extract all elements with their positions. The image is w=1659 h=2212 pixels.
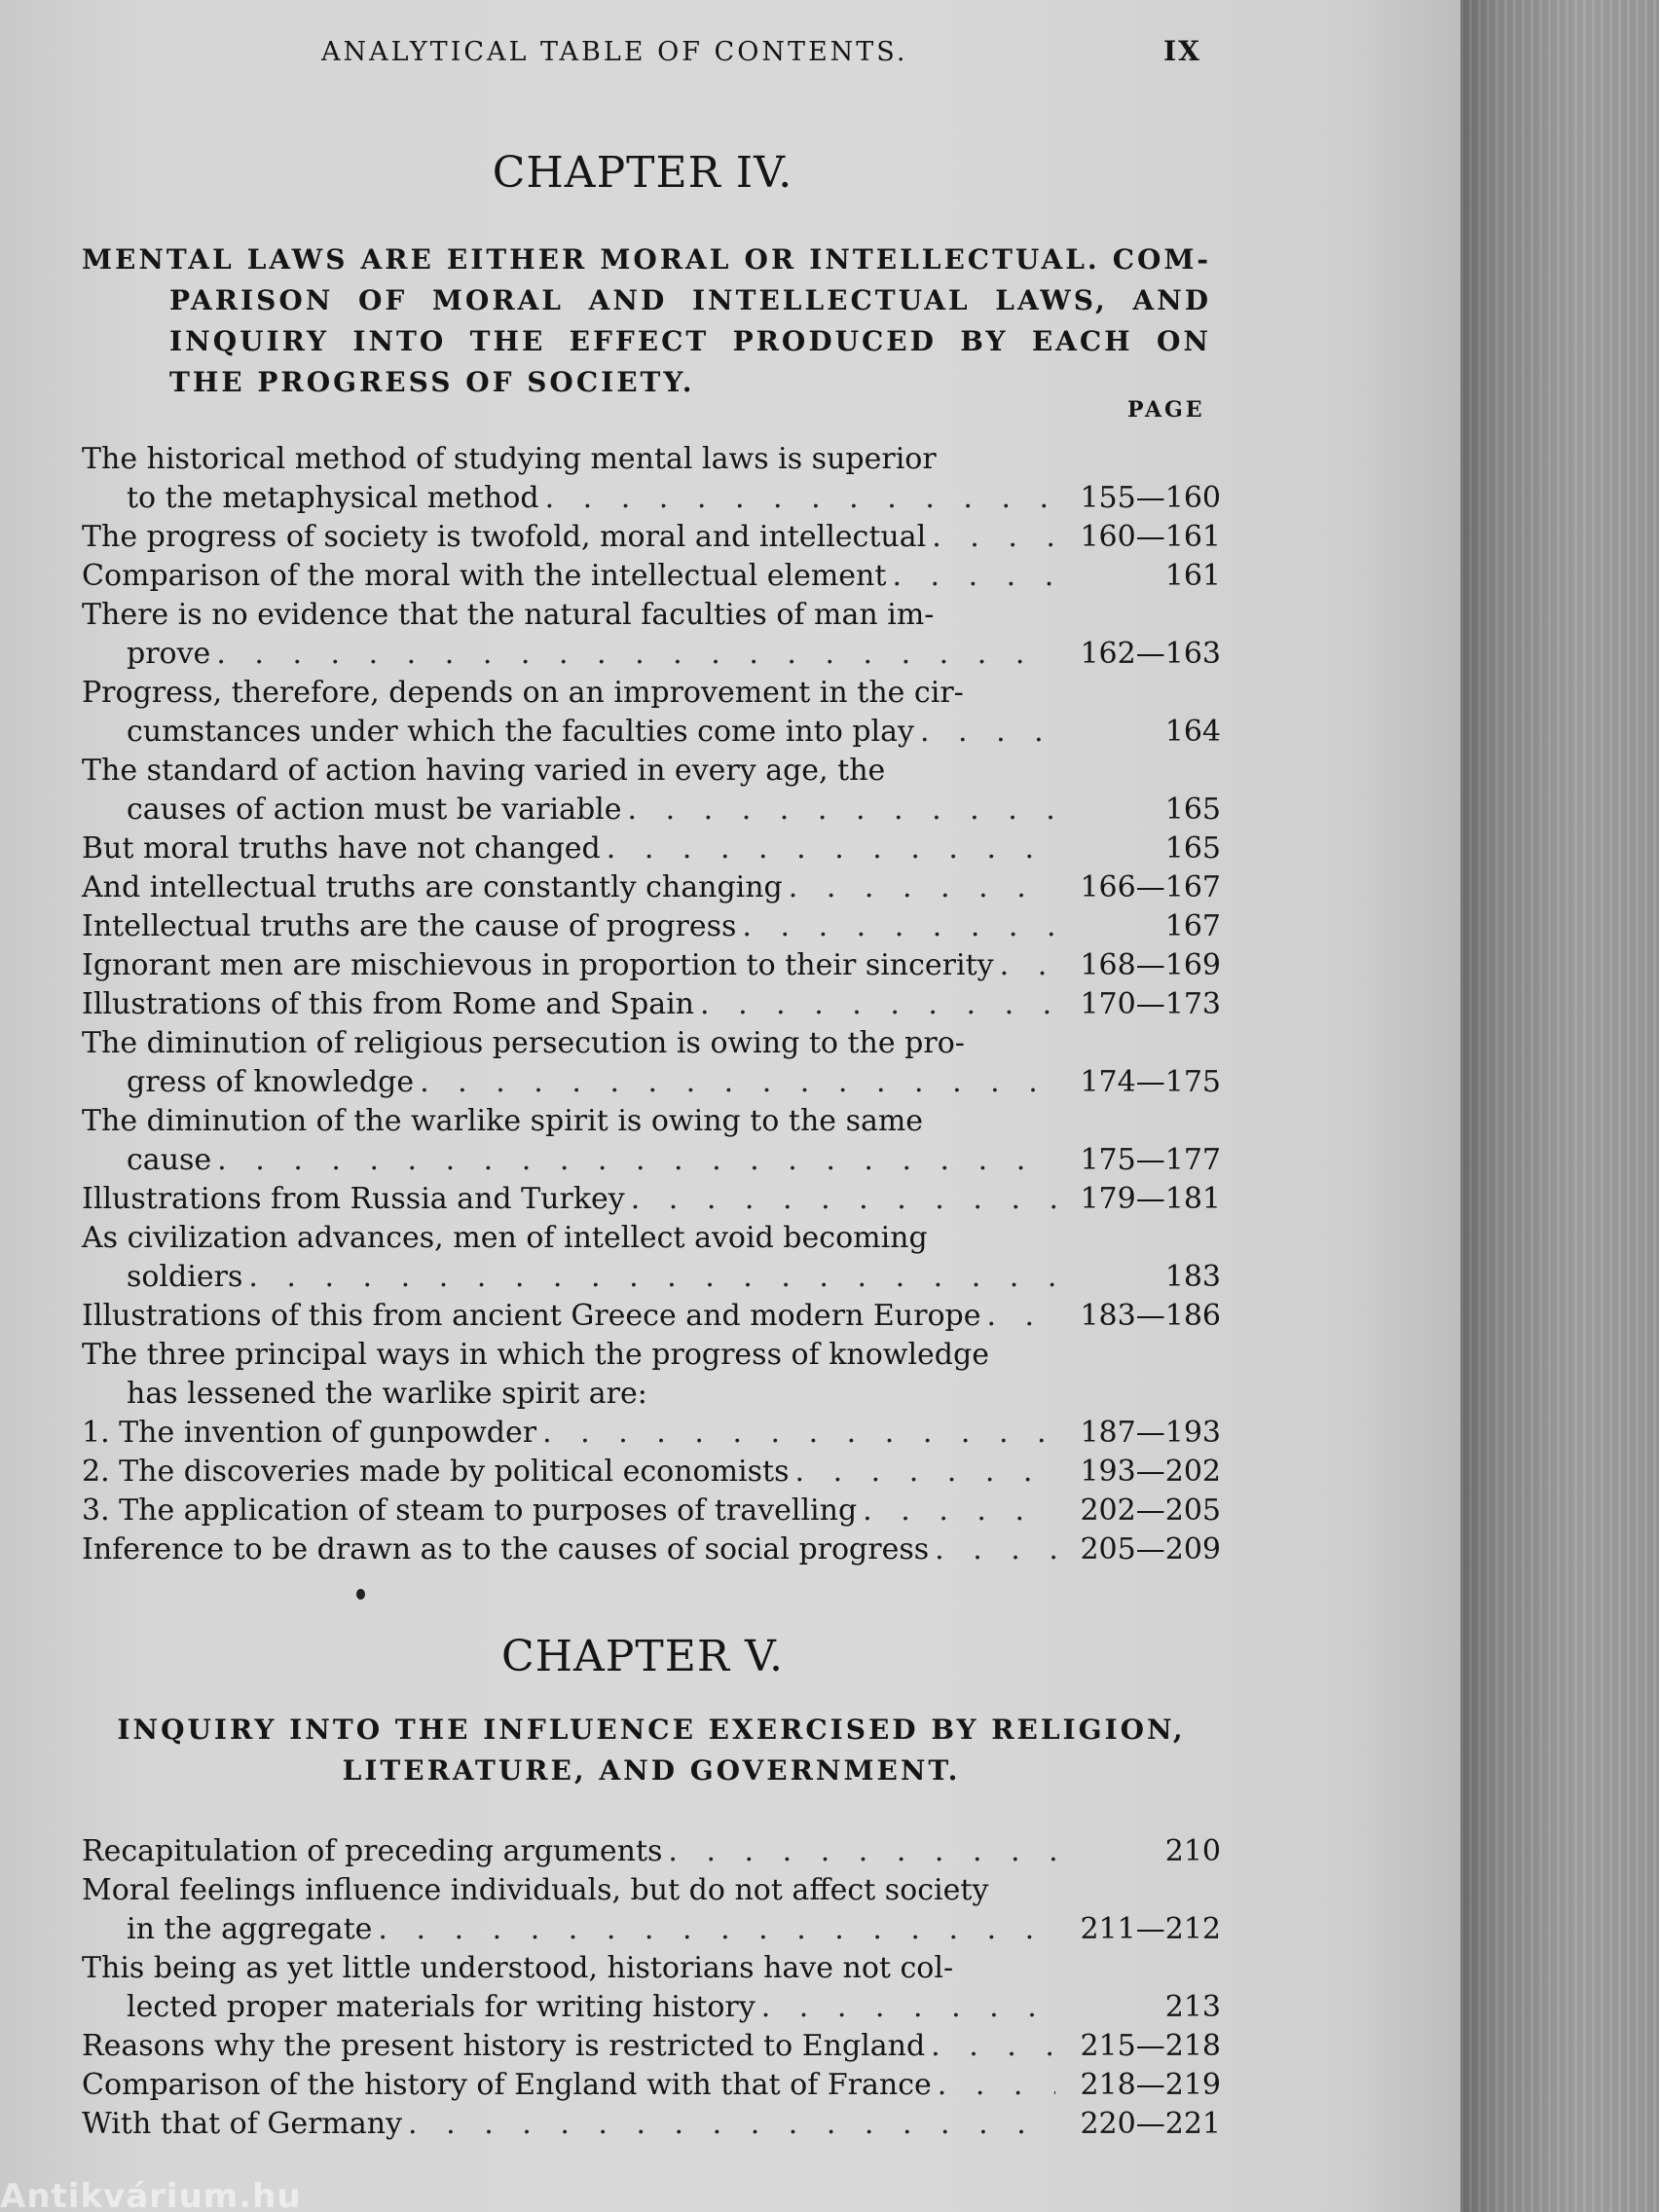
toc-entry-text: There is no evidence that the natural faculties of man im- <box>82 598 935 632</box>
toc-entry-text: causes of action must be variable <box>127 793 622 827</box>
toc-entry-text: soldiers <box>127 1260 243 1294</box>
toc-entry-text: Illustrations from Russia and Turkey <box>82 1182 625 1216</box>
toc-page-range: 202—205 <box>1080 1493 1221 1528</box>
toc-entry <box>82 440 1221 518</box>
toc-entry <box>82 946 1221 985</box>
toc-entry-line <box>82 1910 1221 1949</box>
chapter-5-contents <box>82 1832 1221 2144</box>
toc-entry-text: But moral truths have not changed <box>82 831 601 866</box>
toc-entry-line <box>82 946 1221 985</box>
toc-entry <box>82 1297 1221 1336</box>
toc-entry <box>82 1024 1221 1102</box>
toc-entry-text: The progress of society is twofold, moral and intellectual <box>82 520 927 554</box>
toc-page-range: 213 <box>1164 1990 1221 2024</box>
toc-entry-line <box>82 1336 1221 1375</box>
book-gutter <box>1460 0 1659 2212</box>
dot-leader <box>994 946 1055 985</box>
toc-entry-text: to the metaphysical method <box>127 481 539 515</box>
watermark: Antikvárium.hu <box>0 2177 302 2212</box>
toc-entry-line <box>82 1141 1221 1180</box>
toc-page-range: 162—163 <box>1080 637 1221 671</box>
toc-entry-text: Moral feelings influence individuals, but do not affect society <box>82 1873 989 1907</box>
toc-page-range: 165 <box>1164 831 1221 866</box>
toc-entry-text: Ignorant men are mischievous in proportion to their sincerity <box>82 948 994 982</box>
toc-entry-text: Inference to be drawn as to the causes of social progress <box>82 1532 930 1567</box>
dot-leader <box>414 1063 1055 1102</box>
toc-entry-text: Reasons why the present history is restricted to England <box>82 2029 926 2063</box>
dot-leader <box>756 1988 1055 2027</box>
subtitle-line: INQUIRY INTO THE EFFECT PRODUCED BY EACH ON <box>169 325 1211 357</box>
subtitle-line: MENTAL LAWS ARE EITHER MORAL OR INTELLECTUAL. COM- <box>82 243 1211 276</box>
subtitle-line: THE PROGRESS OF SOCIETY. <box>169 366 695 398</box>
dot-leader <box>932 2066 1055 2105</box>
dot-leader <box>662 1832 1055 1871</box>
toc-entry-line <box>82 1492 1221 1530</box>
toc-entry-line <box>82 674 1221 713</box>
toc-entry <box>82 2066 1221 2105</box>
toc-entry-text: cause <box>127 1143 212 1177</box>
toc-page-range: 183—186 <box>1080 1299 1221 1333</box>
toc-entry-text: And intellectual truths are constantly changing <box>82 870 783 904</box>
dot-leader <box>980 1297 1055 1336</box>
toc-entry-line <box>82 713 1221 752</box>
toc-entry-line <box>82 1453 1221 1492</box>
toc-page-range: 175—177 <box>1080 1143 1221 1177</box>
chapter-4-contents <box>82 440 1221 1569</box>
toc-page-range: 187—193 <box>1080 1416 1221 1450</box>
dot-leader <box>625 1180 1055 1219</box>
toc-entry-line <box>82 479 1221 518</box>
toc-page-range: 155—160 <box>1080 481 1221 515</box>
toc-entry-text: Illustrations of this from Rome and Spain <box>82 987 694 1021</box>
toc-entry-line <box>82 2027 1221 2066</box>
chapter-4-subtitle <box>82 240 1211 403</box>
toc-entry-line <box>82 1219 1221 1258</box>
toc-entry-text: With that of Germany <box>82 2107 403 2141</box>
toc-entry-text: has lessened the warlike spirit are: <box>127 1377 647 1411</box>
toc-entry-text: in the aggregate <box>127 1912 373 1946</box>
toc-page-range: 170—173 <box>1080 987 1221 1021</box>
toc-page-range: 165 <box>1164 793 1221 827</box>
toc-entry-line <box>82 557 1221 596</box>
toc-entry-text: Recapitulation of preceding arguments <box>82 1834 663 1868</box>
dot-leader <box>694 985 1055 1024</box>
toc-entry-line <box>82 635 1221 674</box>
toc-entry <box>82 830 1221 868</box>
toc-entry-text: The standard of action having varied in every age, the <box>82 754 886 788</box>
toc-entry-line <box>82 2105 1221 2144</box>
dot-leader <box>783 868 1055 907</box>
subtitle-line: PARISON OF MORAL AND INTELLECTUAL LAWS, AND <box>169 284 1211 316</box>
dot-leader <box>914 713 1055 752</box>
toc-page-range: 205—209 <box>1080 1532 1221 1567</box>
toc-page-range: 183 <box>1164 1260 1221 1294</box>
toc-entry <box>82 1492 1221 1530</box>
toc-entry-line <box>82 1414 1221 1453</box>
toc-entry-line <box>82 868 1221 907</box>
toc-page-range: 215—218 <box>1080 2029 1221 2063</box>
toc-entry-line <box>82 1375 1221 1414</box>
toc-entry <box>82 1336 1221 1414</box>
toc-entry-text: lected proper materials for writing history <box>127 1990 756 2024</box>
toc-entry-text: 3. The application of steam to purposes of travelling <box>82 1493 858 1528</box>
toc-page-range: 174—175 <box>1080 1065 1221 1099</box>
toc-entry-text: Intellectual truths are the cause of progress <box>82 909 737 943</box>
toc-entry <box>82 2105 1221 2144</box>
toc-entry <box>82 985 1221 1024</box>
toc-entry-text: prove <box>127 637 211 671</box>
dot-leader <box>929 1530 1055 1569</box>
dot-leader <box>601 830 1055 868</box>
toc-entry <box>82 1871 1221 1949</box>
toc-page-range: 210 <box>1164 1834 1221 1868</box>
toc-entry-line <box>82 596 1221 635</box>
toc-entry-text: gress of knowledge <box>127 1065 415 1099</box>
subtitle-line: LITERATURE, AND GOVERNMENT. <box>342 1754 961 1787</box>
toc-entry-line <box>82 985 1221 1024</box>
toc-entry-line <box>82 752 1221 791</box>
dot-leader <box>926 518 1055 557</box>
toc-page-range: 218—219 <box>1080 2068 1221 2102</box>
dot-leader <box>211 1141 1055 1180</box>
toc-entry-line <box>82 1530 1221 1569</box>
toc-entry <box>82 1219 1221 1297</box>
toc-entry-text: The diminution of religious persecution is owing to the pro- <box>82 1026 965 1060</box>
toc-entry-text: Progress, therefore, depends on an improvement in the cir- <box>82 676 964 710</box>
toc-entry-text: This being as yet little understood, historians have not col- <box>82 1951 954 1985</box>
toc-entry <box>82 1180 1221 1219</box>
toc-entry-text: The historical method of studying mental laws is superior <box>82 442 937 476</box>
toc-page-range: 220—221 <box>1080 2107 1221 2141</box>
toc-entry-text: 2. The discoveries made by political economists <box>82 1455 790 1489</box>
toc-entry <box>82 557 1221 596</box>
toc-entry-line <box>82 1832 1221 1871</box>
toc-page-range: 161 <box>1164 559 1221 593</box>
dot-leader <box>736 907 1055 946</box>
dot-leader <box>790 1453 1056 1492</box>
toc-entry-text: Illustrations of this from ancient Greece and modern Europe <box>82 1299 981 1333</box>
toc-entry-text: 1. The invention of gunpowder <box>82 1416 537 1450</box>
toc-entry-text: The diminution of the warlike spirit is owing to the same <box>82 1104 924 1138</box>
toc-entry-line <box>82 907 1221 946</box>
toc-page-range: 193—202 <box>1080 1455 1221 1489</box>
toc-entry-text: Comparison of the history of England with that of France <box>82 2068 932 2102</box>
toc-entry-text: Comparison of the moral with the intellectual element <box>82 559 887 593</box>
toc-entry-line <box>82 1871 1221 1910</box>
toc-entry-line <box>82 1297 1221 1336</box>
toc-entry-line <box>82 1180 1221 1219</box>
subtitle-line: INQUIRY INTO THE INFLUENCE EXERCISED BY RELIGION, <box>117 1714 1186 1746</box>
toc-entry <box>82 1414 1221 1453</box>
page-number: IX <box>1163 35 1201 67</box>
dot-leader <box>242 1258 1055 1297</box>
toc-entry-text: cumstances under which the faculties come into play <box>127 715 914 749</box>
toc-entry-line <box>82 518 1221 557</box>
toc-entry-line <box>82 440 1221 479</box>
toc-page-range: 168—169 <box>1080 948 1221 982</box>
toc-entry-line <box>82 1063 1221 1102</box>
toc-entry-line <box>82 1258 1221 1297</box>
toc-entry-line <box>82 1024 1221 1063</box>
ink-speck <box>356 1589 365 1600</box>
toc-entry-line <box>82 1102 1221 1141</box>
toc-page-range: 167 <box>1164 909 1221 943</box>
dot-leader <box>402 2105 1055 2144</box>
toc-entry <box>82 1530 1221 1569</box>
toc-entry <box>82 1453 1221 1492</box>
toc-entry <box>82 674 1221 752</box>
toc-page-range: 160—161 <box>1080 520 1221 554</box>
page-column-label: PAGE <box>1127 397 1205 423</box>
toc-page-range: 179—181 <box>1080 1182 1221 1216</box>
toc-entry-line <box>82 791 1221 830</box>
toc-entry <box>82 518 1221 557</box>
chapter-5-subtitle <box>82 1710 1221 1791</box>
toc-entry <box>82 1102 1221 1180</box>
toc-page-range: 164 <box>1164 715 1221 749</box>
dot-leader <box>372 1910 1055 1949</box>
toc-entry-text: The three principal ways in which the progress of knowledge <box>82 1338 989 1372</box>
running-head: ANALYTICAL TABLE OF CONTENTS. <box>321 37 908 67</box>
toc-entry-line <box>82 2066 1221 2105</box>
toc-page-range: 166—167 <box>1080 870 1221 904</box>
toc-entry-line <box>82 830 1221 868</box>
dot-leader <box>622 791 1055 830</box>
dot-leader <box>539 479 1055 518</box>
dot-leader <box>210 635 1055 674</box>
chapter-5-title: CHAPTER V. <box>500 1632 785 1681</box>
toc-entry-line <box>82 1988 1221 2027</box>
toc-page-range: 211—212 <box>1080 1912 1221 1946</box>
dot-leader <box>925 2027 1055 2066</box>
chapter-4-title: CHAPTER IV. <box>492 148 793 198</box>
toc-entry <box>82 1832 1221 1871</box>
toc-entry-text: As civilization advances, men of intellect avoid becoming <box>82 1221 928 1255</box>
toc-entry <box>82 868 1221 907</box>
toc-entry <box>82 596 1221 674</box>
toc-entry-line <box>82 1949 1221 1988</box>
toc-entry <box>82 1949 1221 2027</box>
dot-leader <box>886 557 1055 596</box>
dot-leader <box>536 1414 1055 1453</box>
toc-entry <box>82 2027 1221 2066</box>
dot-leader <box>857 1492 1055 1530</box>
toc-entry <box>82 907 1221 946</box>
toc-entry <box>82 752 1221 830</box>
